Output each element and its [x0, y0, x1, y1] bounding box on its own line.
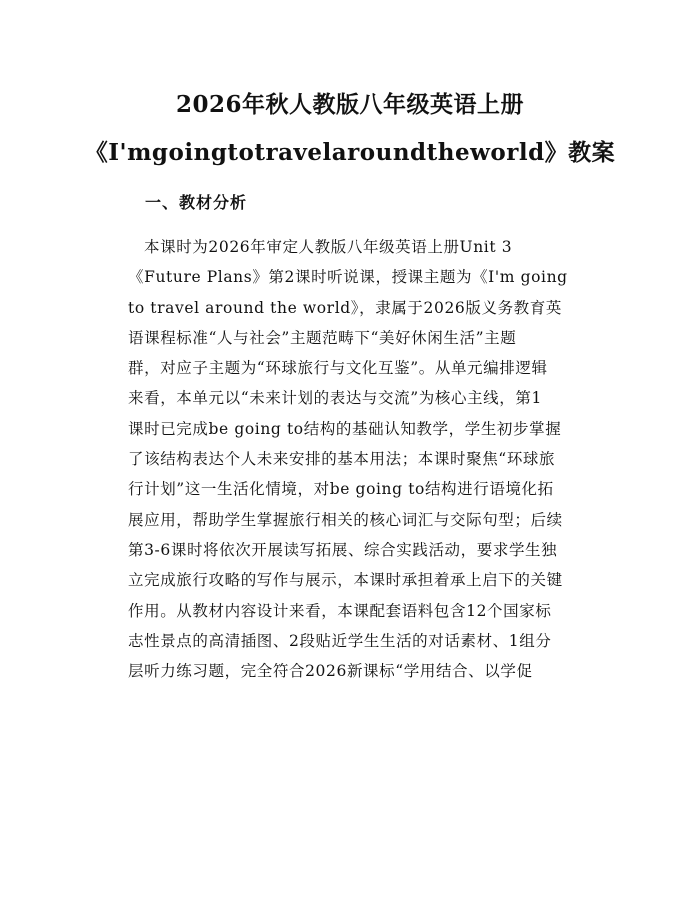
document-title-line-2: 《I'mgoingtotravelaroundtheworld》教案	[84, 139, 616, 166]
paragraph-line: 《Future Plans》第2课时听说课，授课主题为《I'm going	[128, 268, 568, 287]
paragraph-line: 作用。从教材内容设计来看，本课配套语料包含12个国家标	[128, 601, 552, 620]
paragraph-line: 来看，本单元以“未来计划的表达与交流”为核心主线，第1	[128, 389, 542, 408]
paragraph-line: 志性景点的高清插图、2段贴近学生生活的对话素材、1组分	[128, 631, 552, 650]
paragraph-line: 群，对应子主题为“环球旅行与文化互鉴”。从单元编排逻辑	[128, 359, 548, 378]
paragraph-line: 本课时为2026年审定人教版八年级英语上册Unit 3	[144, 238, 513, 256]
paragraph-line: 层听力练习题，完全符合2026新课标“学用结合、以学促	[128, 662, 533, 681]
paragraph-line: 语课程标准“人与社会”主题范畴下“美好休闲生活”主题	[128, 328, 517, 347]
document-title-line-1: 2026年秋人教版八年级英语上册	[175, 91, 524, 118]
analysis-paragraph	[128, 232, 580, 686]
section-heading: 一、教材分析	[145, 193, 248, 212]
paragraph-line: 立完成旅行攻略的写作与展示，本课时承担着承上启下的关键	[128, 571, 563, 590]
paragraph-line: 了该结构表达个人未来安排的基本用法；本课时聚焦“环球旅	[128, 450, 556, 469]
paragraph-line: 展应用，帮助学生掌握旅行相关的核心词汇与交际句型；后续	[128, 510, 563, 529]
paragraph-line: 课时已完成be going to结构的基础认知教学，学生初步掌握	[128, 419, 562, 438]
paragraph-line: 行计划”这一生活化情境，对be going to结构进行语境化拓	[128, 480, 554, 499]
paragraph-line: to travel around the world》，隶属于2026版义务教育英	[128, 298, 562, 317]
paragraph-line: 第3-6课时将依次开展读写拓展、综合实践活动，要求学生独	[128, 540, 558, 559]
